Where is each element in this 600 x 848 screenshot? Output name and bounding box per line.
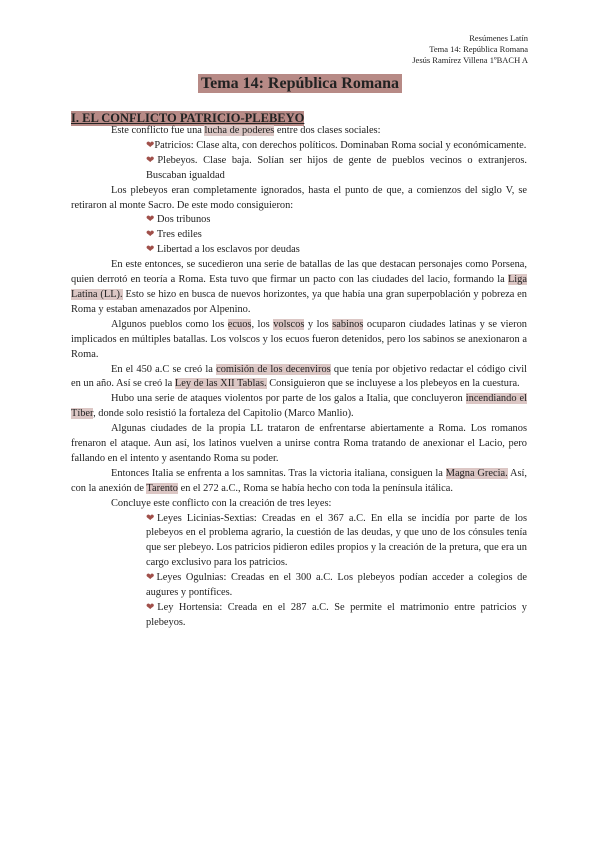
list-item-law <box>71 571 527 601</box>
list-item-text: Ley Hortensia: Creada en el 287 a.C. Se permite el matrimonio entre patricios y plebeyos. <box>146 602 527 628</box>
highlight: incendiando el Tíber <box>71 393 527 420</box>
text: que tenía por objetivo redactar el código civil en un año. Así se creó la <box>71 363 528 390</box>
text: Hubo una serie de ataques violentos por parte de los galos a Italia, que concluyeron <box>111 393 466 405</box>
text: ocuparon ciudades latinas y se vieron implicados en múltiples batallas. Los volscos y los ecuos fueron detenidos, pero los sabinos se anexionaron a Roma. <box>71 318 527 360</box>
text: En el 450 a.C se creó la <box>111 363 217 375</box>
highlight: lucha de poderes <box>204 125 275 136</box>
header-author: Jesús Ramírez Villena 1ºBACH A <box>412 55 528 65</box>
text: Algunos pueblos como los <box>111 318 228 330</box>
highlight: Tarento <box>146 482 178 494</box>
list-item-text: Leyes Ogulnias: Creadas en el 300 a.C. Los plebeyos podían acceder a colegios de augures y pontífices. <box>146 572 527 599</box>
text: Esto se hizo en busca de nuevos horizontes, ya que había una gran superpoblación y pobreza en Roma y estaban amenazados por Alpenino. <box>71 288 527 315</box>
highlight: Ley de las XII Tablas. <box>174 378 267 390</box>
page-header <box>412 33 528 66</box>
header-topic: Tema 14: República Romana <box>429 44 528 54</box>
document-body <box>71 124 527 631</box>
heart-icon: ❤ <box>146 602 158 613</box>
highlight: comisión de los decenviros <box>216 363 331 375</box>
highlight: Liga Latina (LL). <box>71 274 527 300</box>
list-item-achievement <box>71 243 527 258</box>
paragraph <box>71 467 527 497</box>
text: en el 272 a.C., Roma se había hecho con toda la península itálica. <box>178 482 453 494</box>
list-item-class <box>71 139 527 154</box>
list-item-text: Plebeyos. Clase baja. Solían ser hijos de gente de pueblos vecinos o extranjeros. Buscaban igualdad <box>146 154 527 181</box>
paragraph <box>71 318 527 363</box>
list-item-text: Tres ediles <box>156 229 202 241</box>
text: entre dos clases sociales: <box>274 125 381 136</box>
highlight: volscos <box>273 318 305 330</box>
list-item-text: Patricios: Clase alta, con derechos políticos. Dominaban Roma social y económicamente. <box>154 139 527 151</box>
text: , donde solo resistió la fortaleza del Capitolio (Marco Manlio). <box>93 408 354 420</box>
text: En este entonces, se sucedieron una serie de batallas de las que destacan personajes como Porsena, quien derrotó en teoría a Roma. Esta tuvo que firmar un pacto con las ciudades del lacio, formando la <box>71 259 527 286</box>
list-item-law <box>71 601 527 631</box>
paragraph: Algunas ciudades de la propia LL trataron de enfrentarse abiertamente a Roma. Los romanos frenaron el ataque. Aun así, los latinos vuelven a unirse contra Roma tratando de anexionar el Lacio, pero fallando en el intento y asentando Roma su poder. <box>71 423 527 464</box>
heart-icon: ❤ <box>146 244 155 256</box>
text: y los <box>304 318 333 330</box>
heart-icon: ❤ <box>146 139 155 151</box>
list-item-text: Libertad a los esclavos por deudas <box>157 244 300 256</box>
text: Así, con la anexión de <box>71 467 527 494</box>
paragraph: Los plebeyos eran completamente ignorados, hasta el punto de que, a comienzos del siglo V, se retiraron al monte Sacro. De este modo consiguieron: <box>71 184 527 211</box>
text: Entonces Italia se enfrenta a los samnitas. Tras la victoria italiana, consiguen la <box>111 467 446 479</box>
list-item-achievement <box>71 213 527 228</box>
highlight: sabinos <box>332 318 364 330</box>
paragraph <box>71 392 527 422</box>
text: , los <box>251 318 274 330</box>
list-item-class <box>71 154 527 184</box>
paragraph <box>71 258 527 318</box>
header-subject: Resúmenes Latín <box>469 33 528 43</box>
heart-icon: ❤ <box>146 214 155 226</box>
list-item-text: Leyes Licinias-Sextias: Creadas en el 367 a.C. En ella se incidía por parte de los plebeyos en el problema agrario, la cuestión de las deudas, y que uno de los cónsules tenía que ser plebeyo. Los patricios pidieron ediles propios y la creación de la pretura, que era un cargo exclusivo para los patricios. <box>146 512 527 569</box>
heart-icon: ❤ <box>146 154 158 166</box>
section-heading: I. EL CONFLICTO PATRICIO-PLEBEYO <box>71 111 305 125</box>
paragraph <box>71 363 527 393</box>
paragraph: Concluye este conflicto con la creación de tres leyes: <box>111 497 332 509</box>
page-title: Tema 14: República Romana <box>198 74 402 93</box>
heart-icon: ❤ <box>146 572 157 584</box>
highlight: ecuos <box>227 318 252 330</box>
paragraph-intro <box>71 124 527 139</box>
list-item-achievement <box>71 228 527 243</box>
heart-icon: ❤ <box>146 229 155 241</box>
text: Consiguieron que se incluyese a los plebeyos en la cuestura. <box>266 378 520 390</box>
text: Este conflicto fue una <box>111 125 205 136</box>
list-item-law <box>71 512 527 572</box>
heart-icon: ❤ <box>146 512 157 524</box>
highlight: Magna Grecia. <box>445 467 508 479</box>
list-item-text: Dos tribunos <box>157 214 211 226</box>
